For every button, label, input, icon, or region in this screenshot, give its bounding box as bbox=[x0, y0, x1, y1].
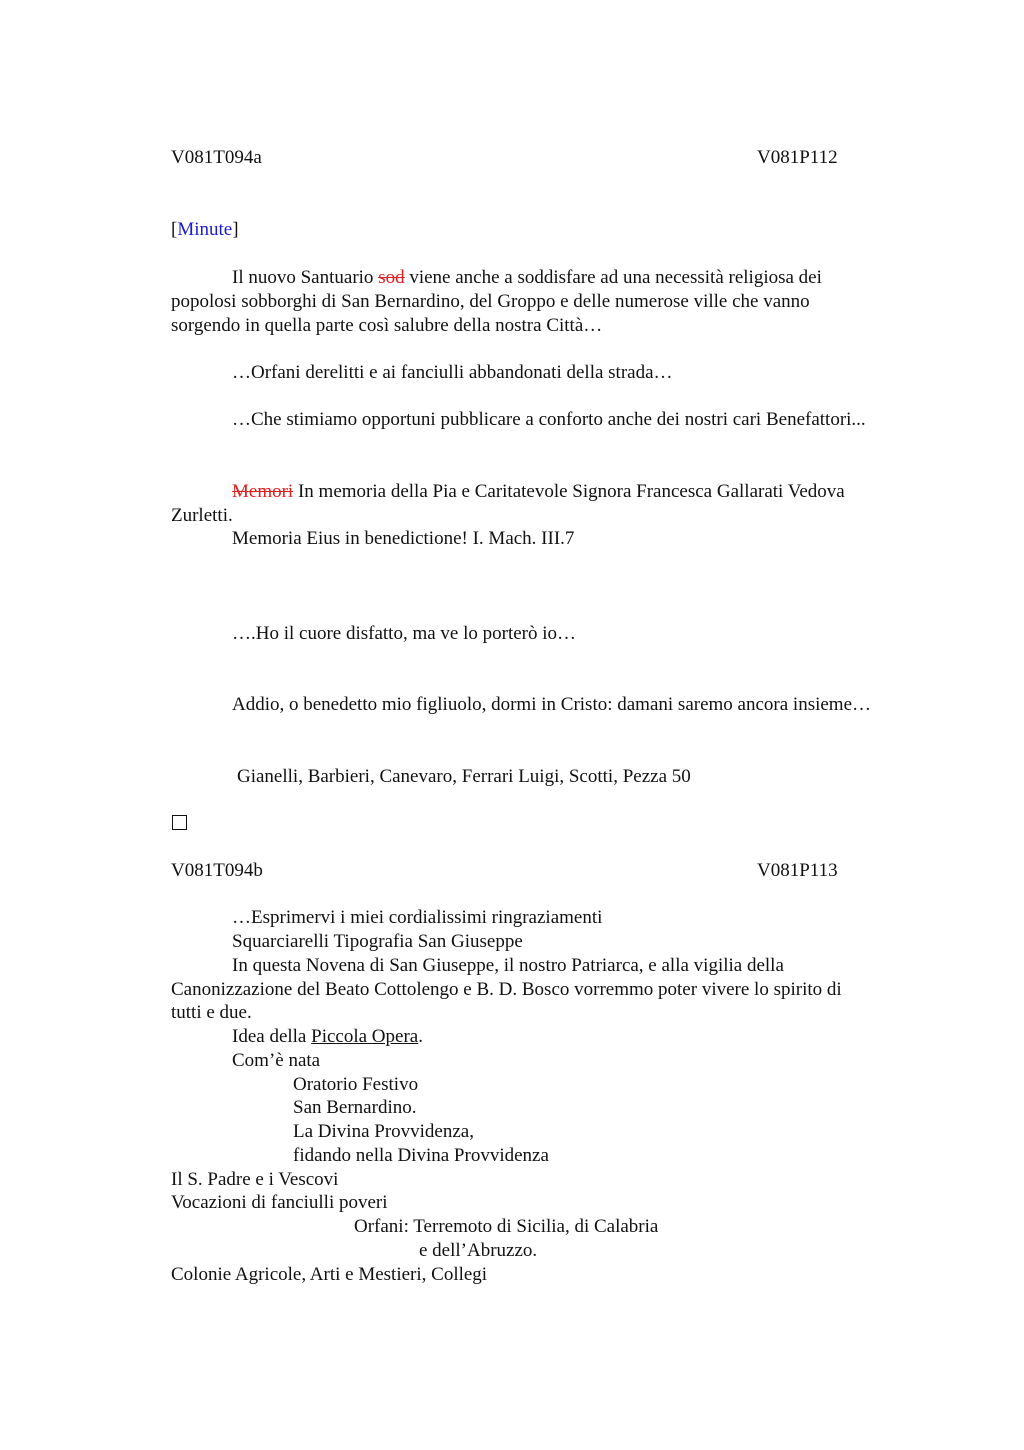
minute-label bbox=[171, 218, 239, 242]
abruzzo-line: e dell’Abruzzo. bbox=[419, 1240, 538, 1261]
memoria-line1 bbox=[232, 480, 845, 504]
page-code-right-a: V081P112 bbox=[757, 147, 838, 168]
vocazioni-line: Vocazioni di fanciulli poveri bbox=[171, 1192, 388, 1213]
struck-text: sod bbox=[378, 267, 405, 288]
doc-code-left-a: V081T094a bbox=[171, 147, 262, 168]
cuore-line: ….Ho il cuore disfatto, ma ve lo porterò io… bbox=[232, 623, 577, 644]
addio-line: Addio, o benedetto mio figliuolo, dormi in Cristo: damani saremo ancora insieme… bbox=[232, 694, 872, 715]
oratorio-line: Oratorio Festivo bbox=[293, 1074, 419, 1095]
stimiamo-line: …Che stimiamo opportuni pubblicare a conforto anche dei nostri cari Benefattori... bbox=[232, 409, 866, 430]
text-span: . bbox=[418, 1026, 423, 1047]
orfani-terremoto-line: Orfani: Terremoto di Sicilia, di Calabria bbox=[354, 1216, 659, 1237]
provvidenza-line: La Divina Provvidenza, bbox=[293, 1121, 474, 1142]
text-span: Il nuovo Santuario bbox=[232, 267, 374, 288]
paragraph-santuario-line3: sorgendo in quella parte così salubre della nostra Città… bbox=[171, 315, 603, 336]
orfani-line: …Orfani derelitti e ai fanciulli abbandonati della strada… bbox=[232, 362, 673, 383]
fidando-line: fidando nella Divina Provvidenza bbox=[293, 1145, 549, 1166]
eius-line: Memoria Eius in benedictione! I. Mach. III.7 bbox=[232, 528, 575, 549]
minute-link[interactable]: Minute bbox=[177, 219, 233, 240]
paragraph-santuario-line1 bbox=[232, 266, 822, 290]
san-bernardino-line: San Bernardino. bbox=[293, 1097, 417, 1118]
bracket-close: ] bbox=[232, 219, 239, 240]
colonie-line: Colonie Agricole, Arti e Mestieri, Collegi bbox=[171, 1264, 488, 1285]
bracket-open: [ bbox=[171, 219, 178, 240]
memoria-line2: Zurletti. bbox=[171, 505, 233, 526]
novena-line3: tutti e due. bbox=[171, 1002, 252, 1023]
text-span: Idea della bbox=[232, 1026, 307, 1047]
text-span: In memoria della Pia e Caritatevole Signora Francesca Gallarati Vedova bbox=[297, 481, 845, 502]
names-line: Gianelli, Barbieri, Canevaro, Ferrari Luigi, Scotti, Pezza 50 bbox=[237, 766, 691, 787]
page-code-right-b: V081P113 bbox=[757, 860, 838, 881]
text-span: viene anche a soddisfare ad una necessità religiosa dei bbox=[409, 267, 822, 288]
checkbox-square bbox=[172, 815, 187, 830]
idea-line bbox=[232, 1025, 423, 1049]
piccola-opera-underlined: Piccola Opera bbox=[311, 1026, 419, 1047]
tipografia-line: Squarciarelli Tipografia San Giuseppe bbox=[232, 931, 523, 952]
paragraph-santuario-line2: popolosi sobborghi di San Bernardino, del Groppo e delle numerose ville che vanno bbox=[171, 291, 810, 312]
novena-line1: In questa Novena di San Giuseppe, il nostro Patriarca, e alla vigilia della bbox=[232, 955, 784, 976]
struck-text: Memori bbox=[232, 481, 294, 502]
padre-line: Il S. Padre e i Vescovi bbox=[171, 1169, 339, 1190]
esprimervi-line: …Esprimervi i miei cordialissimi ringraziamenti bbox=[232, 907, 603, 928]
novena-line2: Canonizzazione del Beato Cottolengo e B. D. Bosco vorremmo poter vivere lo spirito di bbox=[171, 979, 842, 1000]
nata-line: Com’è nata bbox=[232, 1050, 321, 1071]
doc-code-left-b: V081T094b bbox=[171, 860, 263, 881]
